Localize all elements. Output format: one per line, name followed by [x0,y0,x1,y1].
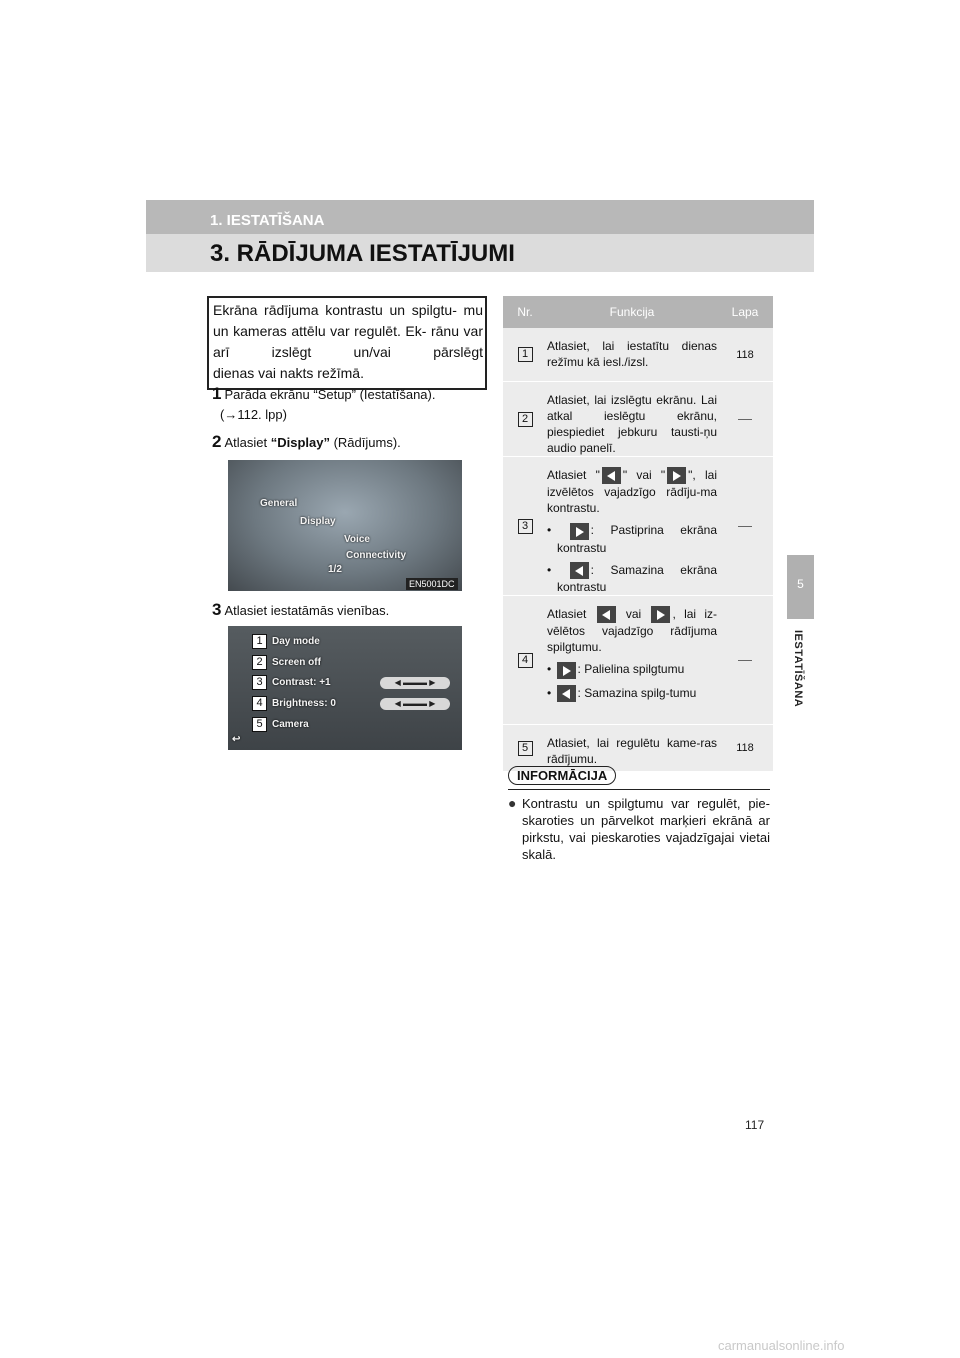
arrow-right-icon [557,662,576,679]
row-page: 118 [736,742,754,754]
page-title: 3. RĀDĪJUMA IESTATĪJUMI [210,240,515,267]
section-header [146,200,814,234]
back-icon: ↩ [232,734,241,745]
bullet-text: : Pastiprina ekrāna kontrastu [557,523,717,555]
row-function: Atlasiet, lai iestatītu dienas režīmu kā iesl./izsl. [547,339,717,369]
row-function [547,596,717,724]
table-row [503,725,773,772]
text-part: " vai " [622,468,666,482]
pager: 1/2 [328,564,342,575]
info-box [508,795,770,863]
step-text: Parāda ekrānu “Setup” (Iestatīšana). [224,387,436,402]
setting-contrast: Contrast: +1 [272,677,331,688]
info-body: Kontrastu un spilgtumu var regulēt, pie-skaroties un pārvelkot marķieri ekrānā ar pirkstu, vai pieskaroties vajadzīgajai vietai skalā. [522,796,770,862]
row-function: Atlasiet, lai regulētu kame-ras rādījumu. [547,736,717,766]
callout-3: 3 [252,675,267,690]
bullet-text: : Samazina spilg-tumu [577,685,697,700]
text-part: ", lai izvēlētos vajadzīgo rādīju-ma kontrastu. [547,468,717,516]
step-3 [212,600,480,621]
row-page-dash [738,526,752,527]
watermark: carmanualsonline.info [718,1338,845,1353]
intro-line-2: mu un kameras attēlu var regulēt. Ek- [213,302,483,339]
arrow-right-icon [667,467,686,484]
arrow-left-icon [570,562,589,579]
step-1 [212,384,480,425]
col-header-function: Funkcija [609,305,655,319]
text-part: Atlasiet " [547,468,600,482]
bullet-text: : Samazina ekrāna kontrastu [557,562,717,594]
step-number: 2 [212,432,222,451]
setting-camera: Camera [272,719,309,730]
row-number: 5 [518,741,533,756]
row-function: Atlasiet, lai izslēgtu ekrānu. Lai atkal ieslēgtu ekrānu, piespiediet jebkuru tausti-ņu audio panelī. [547,393,717,455]
row-function [547,457,717,595]
arrow-left-icon [557,685,576,702]
text-part: Atlasiet [547,607,595,621]
contrast-slider: ◀ ▬▬▬ ▶ [380,677,450,689]
text-part: , lai iz-vēlētos vajadzīgo rādījuma spilgtumu. [547,607,718,655]
menu-item-display: Display [300,516,336,527]
info-divider [508,789,770,790]
step-ref: (→112. lpp) [220,407,287,422]
row-number: 3 [518,519,533,534]
row-number: 4 [518,653,533,668]
callout-1: 1 [252,634,267,649]
page-number: 117 [745,1118,765,1132]
intro-line-1: Ekrāna rādījuma kontrastu un spilgtu- [213,302,457,318]
col-header-page: Lapa [731,305,759,319]
intro-line-3: rānu var arī izslēgt un/vai pārslēgt [213,323,484,360]
bullet-item: • : Samazina ekrāna kontrastu [547,562,717,594]
section-title: 1. IESTATĪŠANA [210,212,325,229]
bullet-item: • : Pastiprina ekrāna kontrastu [547,523,717,555]
callout-5: 5 [252,717,267,732]
table-row [503,382,773,457]
bullet-item: • : Samazina spilg-tumu [547,685,717,702]
step-number: 3 [212,600,222,619]
row-number: 2 [518,412,533,427]
text-part: vai [617,607,650,621]
chapter-tab [787,555,814,619]
menu-item-voice: Voice [344,534,370,545]
step-text: Atlasiet iestatāmās vienības. [224,603,390,618]
intro-box [207,296,487,390]
menu-item-general: General [260,498,298,509]
setting-day-mode: Day mode [272,636,320,647]
arrow-right-icon [651,606,670,623]
step-number: 1 [212,384,222,403]
info-heading: INFORMĀCIJA [508,766,616,785]
table-row [503,596,773,725]
callout-4: 4 [252,696,267,711]
chapter-number: 5 [797,577,804,591]
row-page-dash [738,660,752,661]
callout-2: 2 [252,655,267,670]
row-page: 118 [736,348,754,361]
row-page-dash [738,419,752,420]
function-table [503,296,773,772]
bullet-dot-icon: ● [508,795,517,811]
chapter-header [146,234,814,272]
step-text-bold: “Display” [270,435,330,450]
table-row [503,328,773,382]
bullet-item: • : Palielina spilgtumu [547,661,717,678]
image-code: EN5001DC [406,578,458,590]
step-text-post: (Rādījums). [329,435,401,450]
setting-screen-off: Screen off [272,657,321,668]
bullet-text: : Palielina spilgtumu [577,662,685,677]
col-header-nr: Nr. [517,305,533,319]
setting-brightness: Brightness: 0 [272,698,336,709]
arrow-right-icon [570,523,589,540]
table-header [503,296,773,328]
step-2 [212,432,480,453]
brightness-slider: ◀ ▬▬▬ ▶ [380,698,450,710]
arrow-left-icon [597,606,616,623]
menu-item-connectivity: Connectivity [346,550,407,561]
chapter-tab-label: IESTATĪŠANA [792,630,804,708]
arrow-left-icon [602,467,621,484]
step-text-pre: Atlasiet [224,435,271,450]
display-menu-screenshot [228,460,462,591]
row-number: 1 [518,347,533,362]
table-row [503,457,773,596]
intro-line-4: dienas vai nakts režīmā. [213,365,364,381]
display-settings-screenshot [228,626,462,750]
